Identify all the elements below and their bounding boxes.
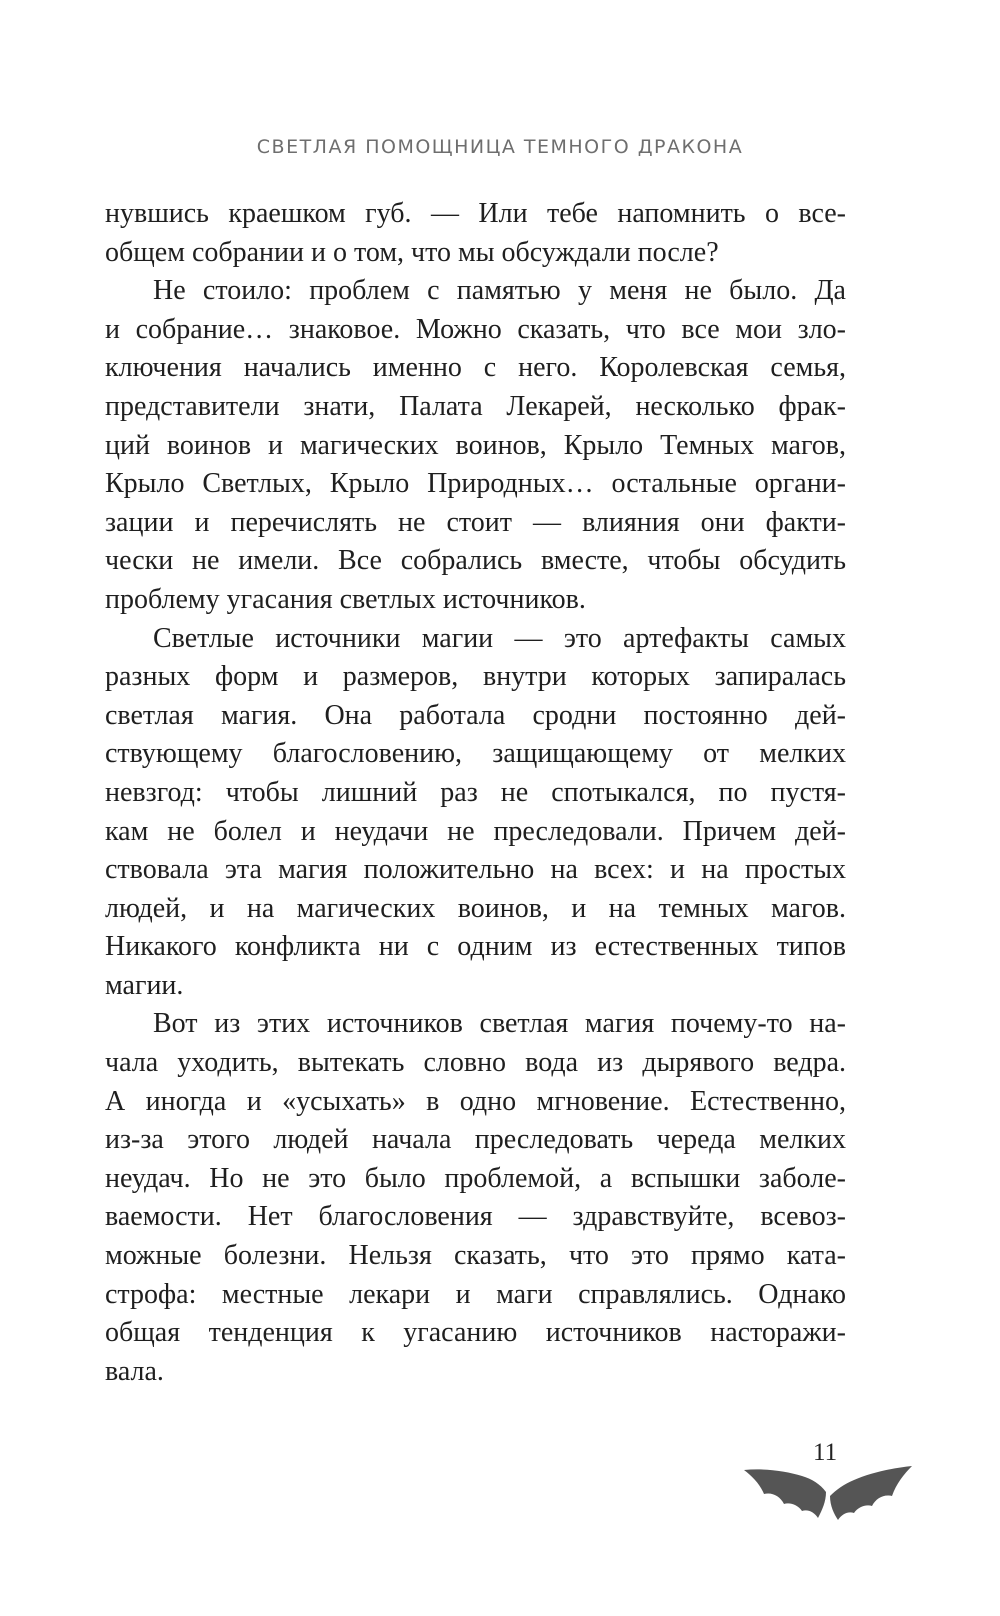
text-line: разных форм и размеров, внутри которых запиралась [105, 661, 846, 693]
text-line: магии. [105, 969, 184, 1001]
text-line: невзгод: чтобы лишний раз не спотыкался, по пустя- [105, 776, 846, 808]
text-line: чески не имели. Все собрались вместе, чтобы обсудить [105, 545, 846, 577]
text-line: общая тенденция к угасанию источников насторажи- [105, 1317, 846, 1349]
running-head: СВЕТЛАЯ ПОМОЩНИЦА ТЕМНОГО ДРАКОНА [256, 136, 744, 158]
text-line: зации и перечислять не стоит — влияния они факти- [105, 506, 846, 538]
text-line: Не стоило: проблем с памятью у меня не было. Да [153, 275, 846, 307]
text-line: ваемости. Нет благословения — здравствуйте, всевоз- [105, 1201, 846, 1233]
text-line: общем собрании и о том, что мы обсуждали после? [105, 236, 719, 268]
text-line: чала уходить, вытекать словно вода из дырявого ведра. [105, 1047, 846, 1079]
text-line: Светлые источники магии — это артефакты самых [153, 622, 846, 654]
text-line: А иногда и «усыхать» в одно мгновение. Естественно, [105, 1085, 846, 1117]
text-line: и собрание… знаковое. Можно сказать, что все мои зло- [105, 313, 846, 345]
text-line: Вот из этих источников светлая магия почему-то на- [153, 1008, 846, 1040]
bat-wings-icon [742, 1462, 914, 1522]
text-line: можные болезни. Нельзя сказать, что это прямо ката- [105, 1240, 846, 1272]
text-line: ключения начались именно с него. Королевская семья, [105, 352, 846, 384]
text-line: Крыло Светлых, Крыло Природных… остальные органи- [105, 468, 846, 500]
text-line: ций воинов и магических воинов, Крыло Темных магов, [105, 429, 846, 461]
text-line: ствующему благословению, защищающему от мелких [105, 738, 846, 770]
text-line: людей, и на магических воинов, и на темных магов. [105, 892, 846, 924]
text-line: представители знати, Палата Лекарей, несколько фрак- [105, 390, 846, 422]
page-number: 11 [813, 1439, 838, 1466]
text-line: светлая магия. Она работала сродни постоянно дей- [105, 699, 846, 731]
text-line: проблему угасания светлых источников. [105, 583, 586, 615]
text-line: ствовала эта магия положительно на всех: и на простых [105, 854, 846, 886]
text-line: неудач. Но не это было проблемой, а вспышки заболе- [105, 1162, 846, 1194]
text-line: Никакого конфликта ни с одним из естественных типов [105, 931, 846, 963]
text-line: кам не болел и неудачи не преследовали. Причем дей- [105, 815, 846, 847]
text-line: нувшись краешком губ. — Или тебе напомнить о все- [105, 198, 846, 229]
text-line: строфа: местные лекари и маги справлялись. Однако [105, 1278, 846, 1310]
text-line: из-за этого людей начала преследовать череда мелких [105, 1124, 846, 1156]
body-text [105, 195, 846, 1391]
text-line: вала. [105, 1355, 164, 1387]
